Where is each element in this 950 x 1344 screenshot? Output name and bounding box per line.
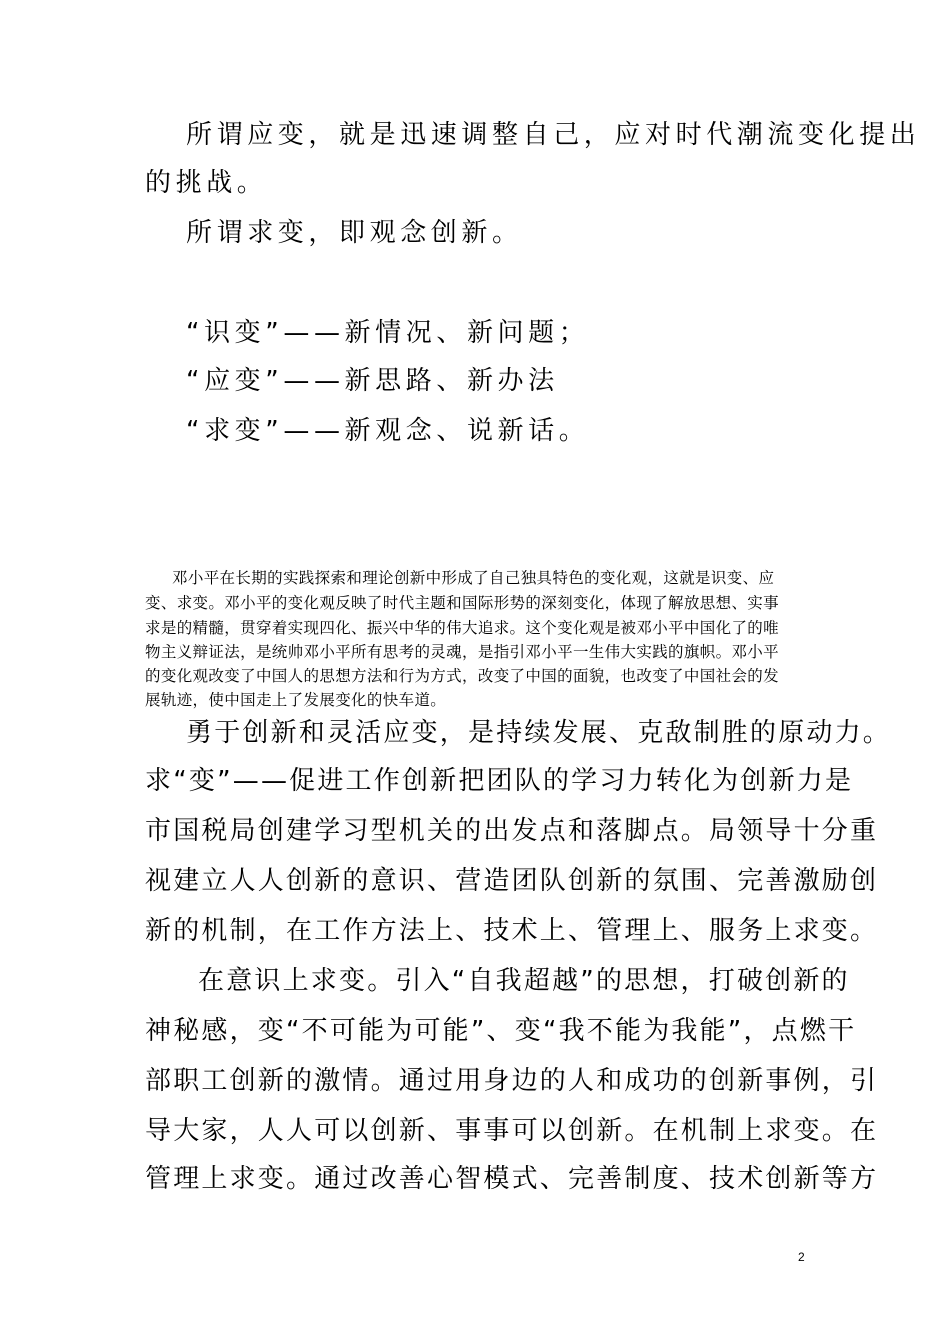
- top-line-2: 的挑战。: [145, 168, 268, 198]
- list-item-1: “识变”——新情况、新问题；: [186, 318, 590, 348]
- page-number: 2: [798, 1250, 805, 1264]
- innovation-line-2: 求“变”——促进工作创新把团队的学习力转化为创新力是: [145, 766, 854, 796]
- small-paragraph-line-6: 展轨迹，使中国走上了发展变化的快车道。: [145, 691, 447, 709]
- list-item-2: “应变”——新思路、新办法: [186, 366, 559, 396]
- awareness-line-4: 导大家，人人可以创新、事事可以创新。在机制上求变。在: [145, 1116, 879, 1146]
- awareness-line-1: 在意识上求变。引入“自我超越”的思想，打破创新的: [198, 966, 850, 996]
- awareness-line-2: 神秘感，变“不可能为可能”、变“我不能为我能”，点燃干: [145, 1016, 857, 1046]
- innovation-line-4: 视建立人人创新的意识、营造团队创新的氛围、完善激励创: [145, 866, 879, 896]
- innovation-line-3: 市国税局创建学习型机关的出发点和落脚点。局领导十分重: [145, 816, 879, 846]
- top-line-1: 所谓应变，就是迅速调整自己，应对时代潮流变化提出: [186, 120, 921, 150]
- small-paragraph-line-3: 求是的精髓，贯穿着实现四化、振兴中华的伟大追求。这个变化观是被邓小平中国化了的唯: [145, 619, 780, 637]
- awareness-line-5: 管理上求变。通过改善心智模式、完善制度、技术创新等方: [145, 1164, 879, 1194]
- innovation-line-5: 新的机制，在工作方法上、技术上、管理上、服务上求变。: [145, 916, 879, 946]
- small-paragraph-line-4: 物主义辩证法，是统帅邓小平所有思考的灵魂，是指引邓小平一生伟大实践的旗帜。邓小平: [145, 643, 780, 661]
- small-paragraph-line-5: 的变化观改变了中国人的思想方法和行为方式，改变了中国的面貌，也改变了中国社会的发: [145, 667, 780, 685]
- small-paragraph-line-1: 邓小平在长期的实践探索和理论创新中形成了自己独具特色的变化观，这就是识变、应: [172, 569, 775, 587]
- list-item-3: “求变”——新观念、说新话。: [186, 416, 590, 446]
- small-paragraph-line-2: 变、求变。邓小平的变化观反映了时代主题和国际形势的深刻变化，体现了解放思想、实事: [145, 594, 780, 612]
- top-line-3: 所谓求变，即观念创新。: [186, 218, 523, 248]
- awareness-line-3: 部职工创新的激情。通过用身边的人和成功的创新事例，引: [145, 1066, 879, 1096]
- innovation-line-1: 勇于创新和灵活应变，是持续发展、克敌制胜的原动力。: [186, 718, 892, 748]
